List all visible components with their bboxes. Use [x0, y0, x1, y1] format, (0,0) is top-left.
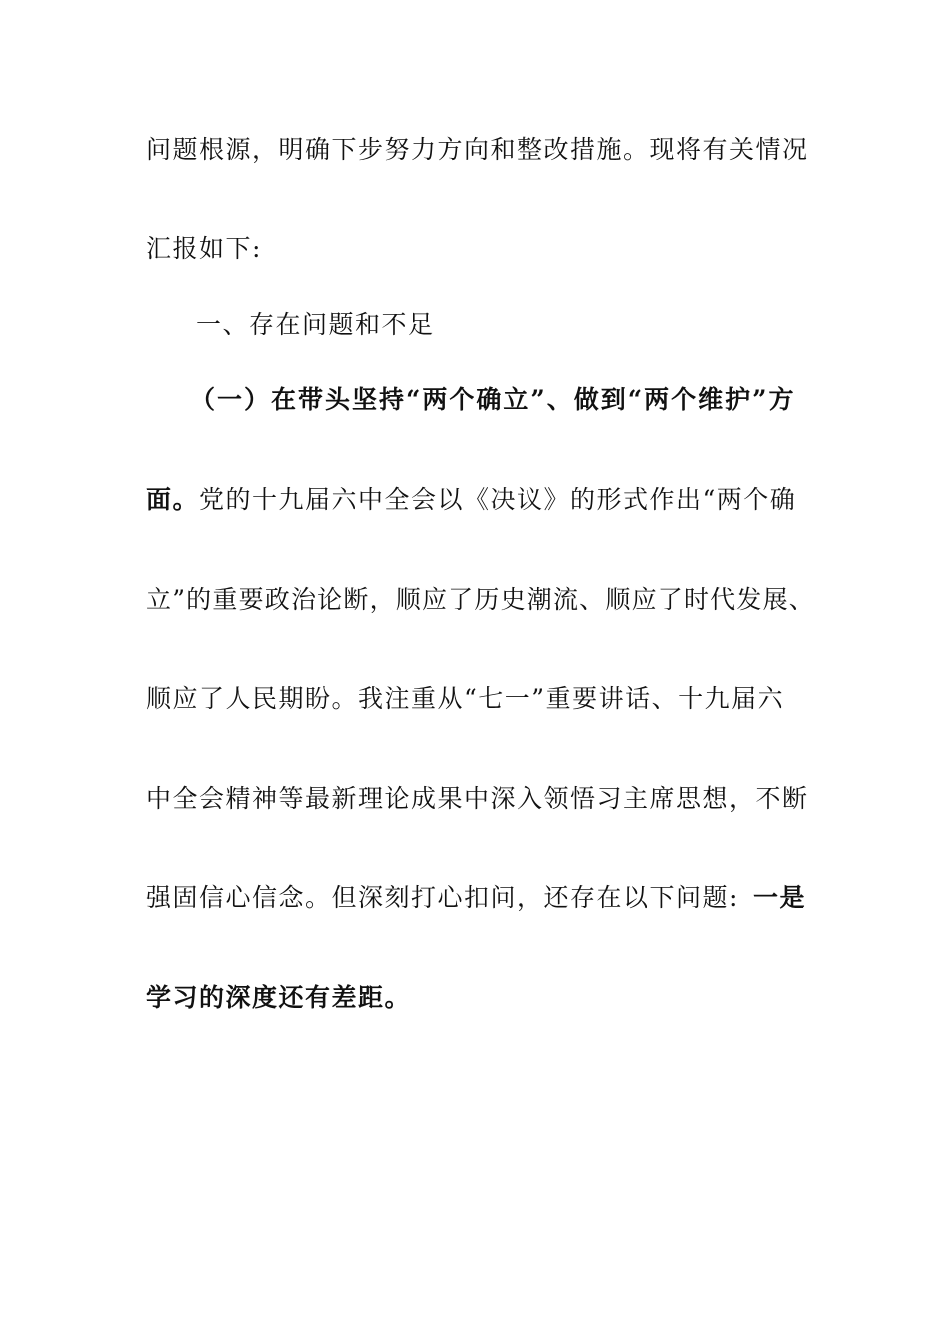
paragraph-line-3	[146, 484, 796, 516]
paragraph-line-5: 顺应了人民期盼。我注重从“七一”重要讲话、十九届六	[146, 684, 785, 713]
point-label: 一是	[752, 883, 806, 912]
paragraph-line-6: 中全会精神等最新理论成果中深入领悟习主席思想，不断	[146, 784, 809, 813]
paragraph-line-2: 汇报如下:	[146, 234, 262, 263]
paragraph-line-4: 立”的重要政治论断，顺应了历史潮流、顺应了时代发展、	[146, 585, 815, 614]
paragraph-line-1: 问题根源，明确下步努力方向和整改措施。现将有关情况	[146, 135, 809, 164]
paragraph-line-7	[146, 882, 806, 914]
subsection-heading: （一）在带头坚持“两个确立”、做到“两个维护”方	[190, 385, 796, 414]
paragraph-line-8: 学习的深度还有差距。	[146, 983, 412, 1012]
paragraph-text: 党的十九届六中全会以《决议》的形式作出“两个确	[199, 485, 797, 514]
paragraph-text: 强固信心信念。但深刻打心扣问，还存在以下问题:	[146, 883, 739, 912]
section-heading: 一、存在问题和不足	[196, 310, 435, 339]
subsection-heading-end: 面。	[146, 485, 200, 514]
